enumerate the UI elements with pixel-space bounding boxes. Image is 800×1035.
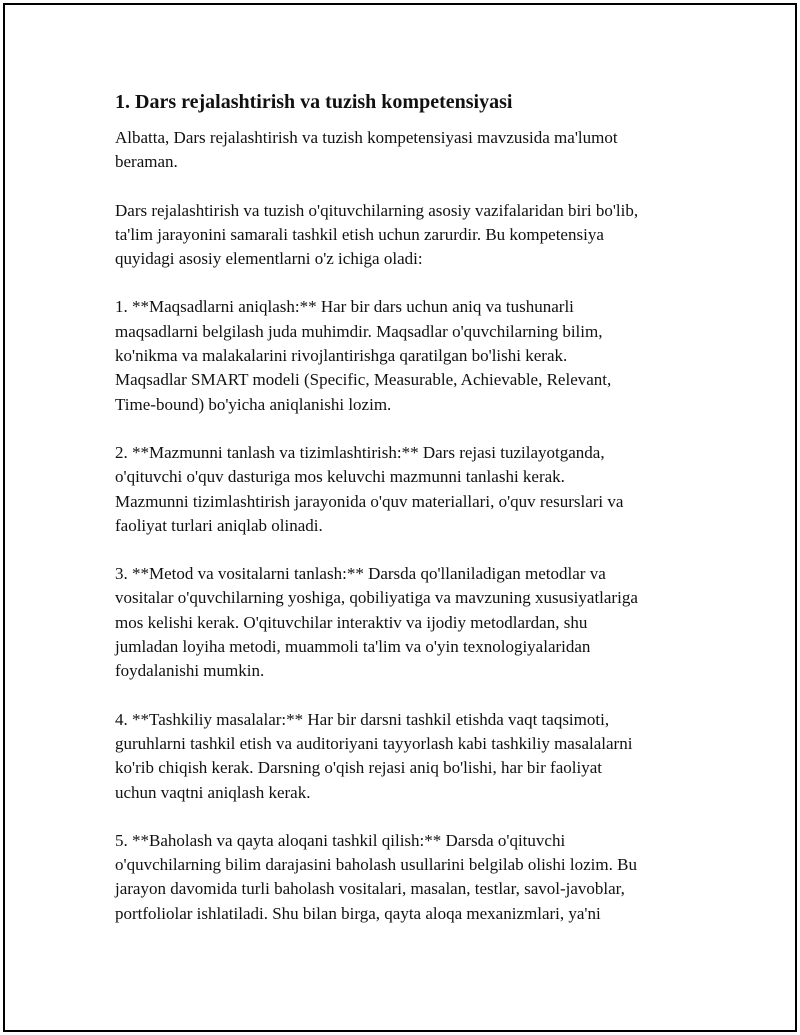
list-item-methods: 3. **Metod va vositalarni tanlash:** Darsda qo'llaniladigan metodlar va vositalar o'quvchilarning yoshiga, qobiliyatiga va mavzuning xususiyatlariga mos kelishi kerak. O'qituvchilar interaktiv va ijodiy metodlardan, shu jumladan loyiha metodi, muammoli ta'lim va o'yin texnologiyalaridan foydalanishi mumkin. (115, 564, 638, 681)
overview-paragraph: Dars rejalashtirish va tuzish o'qituvchilarning asosiy vazifalaridan biri bo'lib, ta'lim jarayonini samarali tashkil etish uchun zarurdir. Bu kompetensiya quyidagi asosiy elementlarni o'z ichiga oladi: (115, 200, 639, 269)
list-item-assessment: 5. **Baholash va qayta aloqani tashkil qilish:** Darsda o'qituvchi o'quvchilarning bilim darajasini baholash usullarini belgilab olishi lozim. Bu jarayon davomida turli baholash vositalari, masalan, testlar, savol-javoblar, portfoliolar ishlatiladi. Shu bilan birga, qayta aloqa mexanizmlari, ya'ni (115, 830, 637, 923)
list-item-goals: 1. **Maqsadlarni aniqlash:** Har bir dars uchun aniq va tushunarli maqsadlarni belgilash juda muhimdir. Maqsadlar o'quvchilarning bilim, ko'nikma va malakalarini rivojlantirishga qaratilgan bo'lishi kerak. Maqsadlar SMART modeli (Specific, Measurable, Achievable, Relevant, Time-bound) bo'yicha aniqlanishi lozim. (115, 297, 612, 414)
document-title: 1. Dars rejalashtirish va tuzish kompetensiyasi (115, 91, 513, 113)
intro-paragraph: Albatta, Dars rejalashtirish va tuzish kompetensiyasi mavzusida ma'lumot beraman. (115, 128, 618, 172)
document-body (115, 90, 705, 950)
list-item-content: 2. **Mazmunni tanlash va tizimlashtirish:** Dars rejasi tuzilayotganda, o'qituvchi o'quv dasturiga mos keluvchi mazmunni tanlashi kerak. Mazmunni tizimlashtirish jarayonida o'quv materiallari, o'quv resurslari va faoliyat turlari aniqlab olinadi. (115, 442, 624, 535)
list-item-organization: 4. **Tashkiliy masalalar:** Har bir darsni tashkil etishda vaqt taqsimoti, guruhlarni tashkil etish va auditoriyani tayyorlash kabi tashkiliy masalalarni ko'rib chiqish kerak. Darsning o'qish rejasi aniq bo'lishi, har bir faoliyat uchun vaqtni aniqlash kerak. (115, 709, 633, 802)
